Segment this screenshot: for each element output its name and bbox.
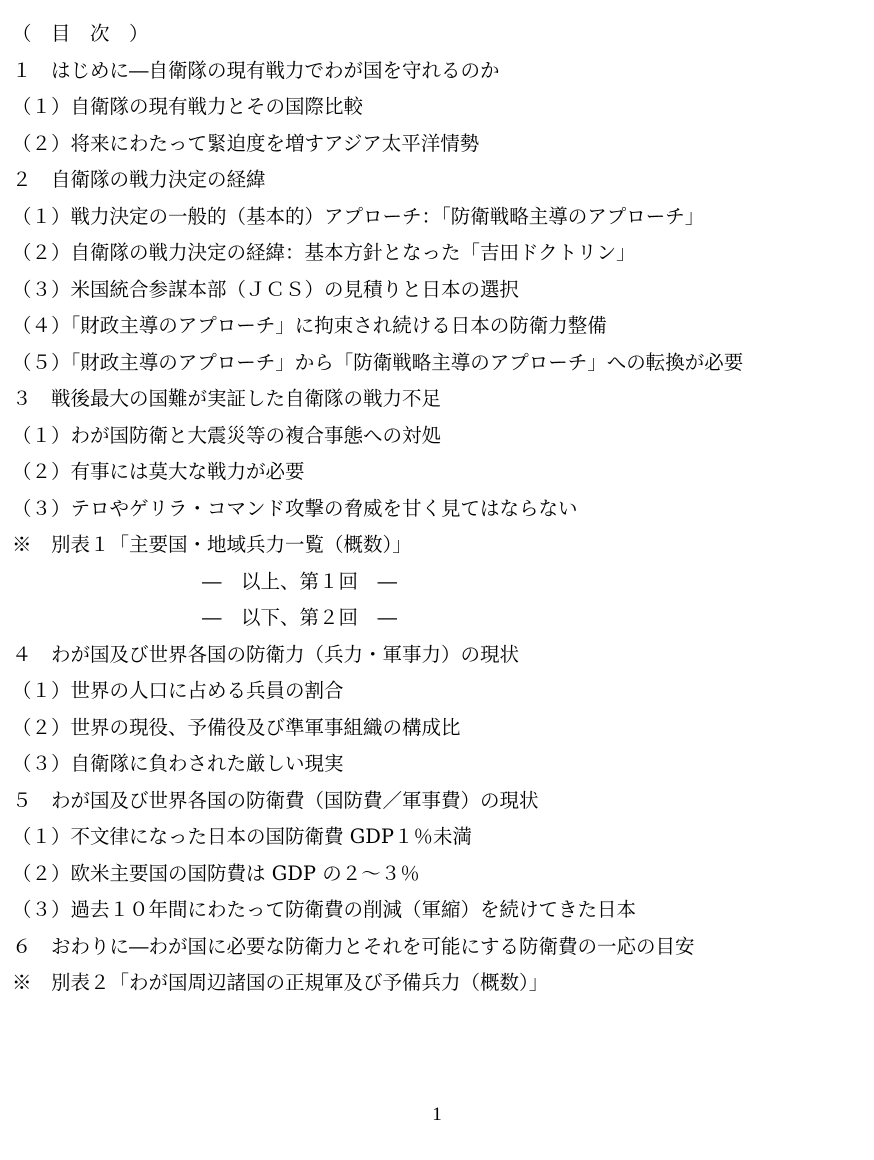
toc-item: （５）「財政主導のアプローチ」から「防衛戦略主導のアプローチ」への転換が必要: [12, 350, 744, 374]
toc-appendix-2: ※ 別表２「わが国周辺諸国の正規軍及び予備兵力（概数）」: [12, 971, 549, 994]
toc-item: （３）過去１０年間にわたって防衛費の削減（軍縮）を続けてきた日本: [12, 898, 637, 921]
page-number: 1: [432, 1104, 442, 1125]
toc-item: （２）有事には莫大な戦力が必要: [12, 460, 305, 483]
toc-item: （２）世界の現役、予備役及び準軍事組織の構成比: [12, 715, 461, 739]
toc-section-5: ５ わが国及び世界各国の防衛費（国防費／軍事費）の現状: [12, 788, 539, 812]
toc-item: （２）将来にわたって緊迫度を増すアジア太平洋情勢: [12, 131, 480, 155]
toc-item: （１）わが国防衛と大震災等の複合事態への対処: [12, 423, 442, 447]
toc-item: （１）戦力決定の一般的（基本的）アプローチ：「防衛戦略主導のアプローチ」: [12, 204, 705, 228]
toc-section-2: ２ 自衛隊の戦力決定の経緯: [12, 168, 266, 191]
toc-item: （３）自衛隊に負わされた厳しい現実: [12, 752, 344, 775]
table-of-contents: [12, 19, 862, 1005]
toc-appendix-1: ※ 別表１「主要国・地域兵力一覧（概数）」: [12, 533, 412, 556]
toc-item: （３）米国統合参謀本部（ＪＣＳ）の見積りと日本の選択: [12, 277, 520, 301]
toc-section-1: １ はじめに―自衛隊の現有戦力でわが国を守れるのか: [12, 58, 500, 82]
toc-heading: （ 目 次 ）: [12, 22, 149, 45]
toc-item: （２）自衛隊の戦力決定の経緯：基本方針となった「吉田ドクトリン」: [12, 241, 636, 264]
toc-item: （１）世界の人口に占める兵員の割合: [12, 679, 344, 702]
toc-section-6: ６ おわりに―わが国に必要な防衛力とそれを可能にする防衛費の一応の目安: [12, 934, 695, 958]
toc-section-3: ３ 戦後最大の国難が実証した自衛隊の戦力不足: [12, 387, 442, 410]
toc-item: （２）欧米主要国の国防費は GDP の２～３％: [12, 861, 420, 885]
toc-item: （４）「財政主導のアプローチ」に拘束され続ける日本の防衛力整備: [12, 314, 607, 337]
toc-part-divider: ― 以上、第１回 ―: [202, 569, 398, 593]
toc-item: （１）自衛隊の現有戦力とその国際比較: [12, 95, 364, 118]
toc-part-divider: ― 以下、第２回 ―: [202, 606, 398, 629]
toc-item: （１）不文律になった日本の国防衛費 GDP１％未満: [12, 825, 473, 848]
toc-item: （３）テロやゲリラ・コマンド攻撃の脅威を甘く見てはならない: [12, 496, 578, 520]
toc-section-4: ４ わが国及び世界各国の防衛力（兵力・軍事力）の現状: [12, 642, 520, 666]
